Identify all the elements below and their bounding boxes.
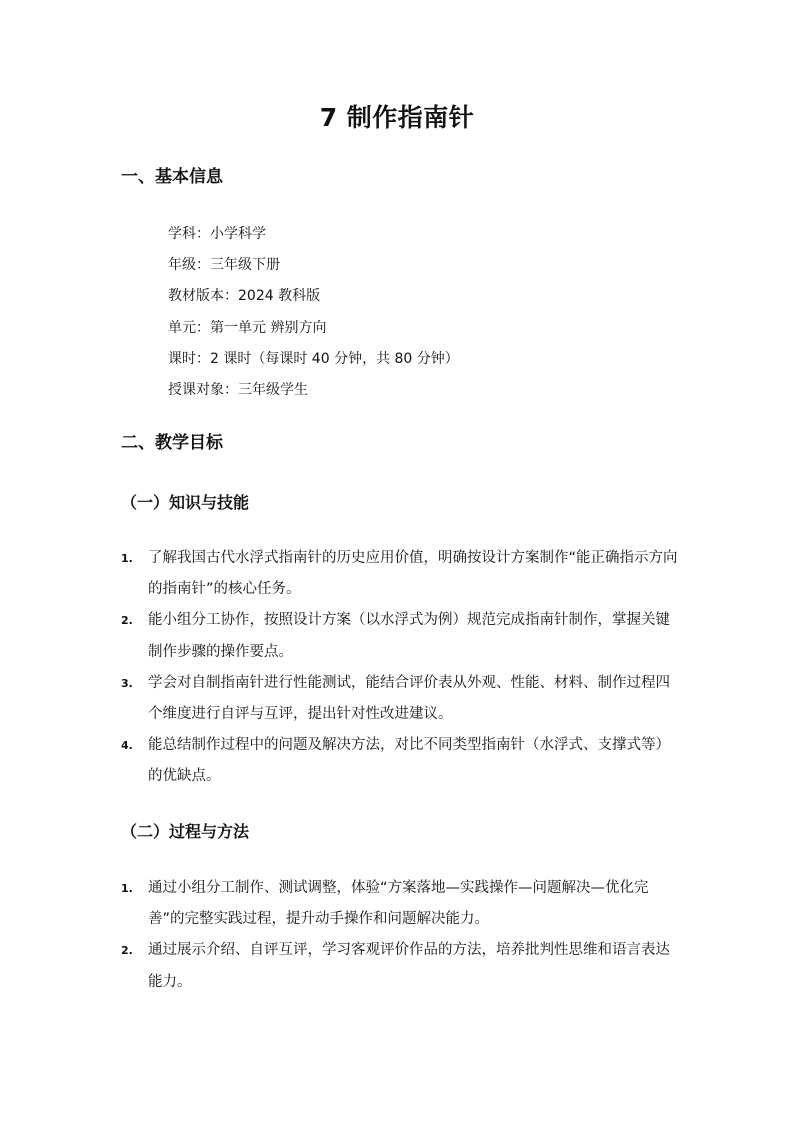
knowledge-skills-list [121,543,681,793]
subsection-heading-knowledge-skills: （一）知识与技能 [121,493,250,512]
list-item [121,935,681,997]
info-class-hours: 课时：2 课时（每课时 40 分钟，共 80 分钟） [168,350,459,367]
list-item [121,605,681,667]
list-number: 1. [121,552,133,565]
list-item-text: 能小组分工协作，按照设计方案（以水浮式为例）规范完成指南针制作，掌握关键制作步骤的操作要点。 [148,612,670,660]
list-item [121,668,681,730]
info-audience: 授课对象：三年级学生 [168,382,308,399]
list-number: 2. [121,944,133,958]
list-item-text: 通过小组分工制作、测试调整，体验“方案落地—实践操作—问题解决—优化完善”的完整实践过程，提升动手操作和问题解决能力。 [148,880,649,928]
list-item [121,730,681,792]
list-number: 2. [121,614,133,628]
list-number: 4. [121,739,133,753]
info-textbook-edition: 教材版本：2024 教科版 [168,288,321,305]
list-item [121,873,681,935]
list-number: 1. [121,882,133,895]
info-grade: 年级：三年级下册 [168,257,280,274]
subsection-heading-process-methods: （二）过程与方法 [121,822,250,841]
list-number: 3. [121,676,133,690]
section-heading-teaching-goals: 二、教学目标 [121,433,223,453]
document-title: 7 制作指南针 [319,103,475,132]
info-unit: 单元：第一单元 辨别方向 [168,319,327,336]
basic-info-list [168,219,459,406]
process-methods-list [121,873,681,998]
list-item [121,543,681,605]
list-item-text: 能总结制作过程中的问题及解决方法，对比不同类型指南针（水浮式、支撑式等）的优缺点。 [148,737,670,785]
list-item-text: 学会对自制指南针进行性能测试，能结合评价表从外观、性能、材料、制作过程四个维度进行自评与互评，提出针对性改进建议。 [148,674,670,723]
section-heading-basic-info: 一、基本信息 [121,167,223,187]
list-item-text: 了解我国古代水浮式指南针的历史应用价值，明确按设计方案制作“能正确指示方向的指南针”的核心任务。 [148,550,678,598]
list-item-text: 通过展示介绍、自评互评，学习客观评价作品的方法，培养批判性思维和语言表达能力。 [148,942,670,990]
info-subject: 学科：小学科学 [168,226,266,242]
